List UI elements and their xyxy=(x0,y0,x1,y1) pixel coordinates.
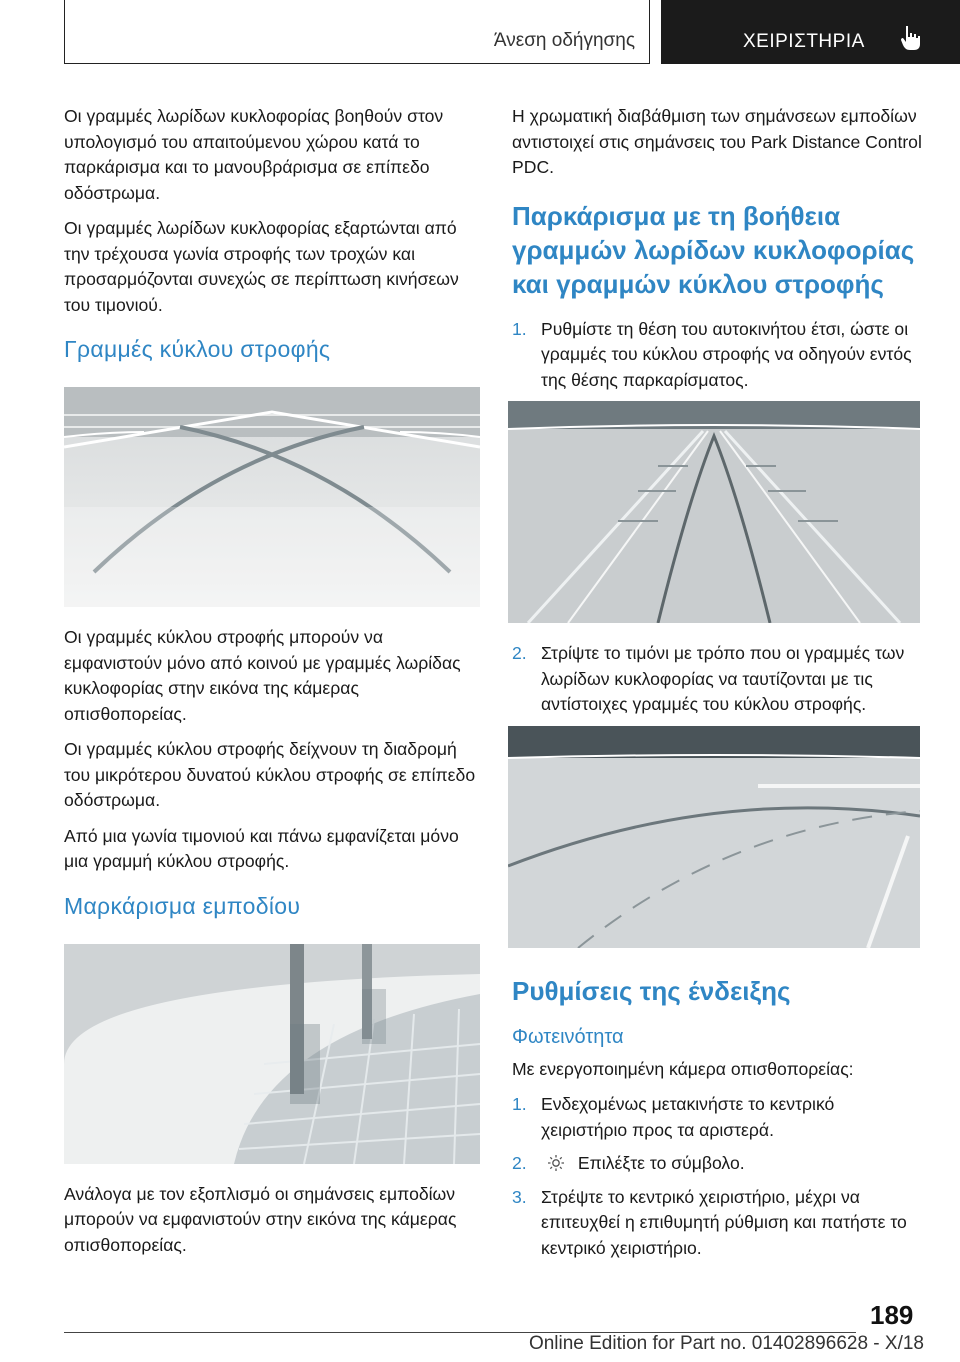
right-column xyxy=(512,104,924,1269)
footer-edition: Online Edition for Part no. 01402896628 - X/18 xyxy=(528,1333,924,1354)
paragraph: Οι γραμμές κύκλου στροφής δείχνουν τη διαδρομή του μικρότερου δυνατού κύκλου στροφής σε επίπεδο οδόστρωμα. xyxy=(64,739,476,810)
header-chapter-box xyxy=(661,0,960,64)
obstacle-marking-image xyxy=(64,944,480,1164)
step-item xyxy=(512,1185,924,1262)
paragraph: Ανάλογα με τον εξοπλισμό οι σημάνσεις εμποδίων μπορούν να εμφανιστούν στην εικόνα της κάμερας οπισθοπορείας. xyxy=(64,1183,457,1255)
paragraph: Με ενεργοποιημένη κάμερα οπισθοπορείας: xyxy=(512,1058,854,1079)
step-text: Επιλέξτε το σύμβολο. xyxy=(577,1153,745,1173)
paragraph: Από μια γωνία τιμονιού και πάνω εμφανίζεται μόνο μια γραμμή κύκλου στροφής. xyxy=(64,825,459,871)
step-number: 3. xyxy=(512,1186,527,1207)
step-text: Στρέψτε το κεντρικό χειριστήριο, μέχρι να επιτευχθεί η επιθυμητή ρύθμιση και πατήστε το κεντρικό χειριστήριο. xyxy=(541,1186,907,1258)
header-section-box xyxy=(64,0,650,64)
hand-pointer-icon xyxy=(899,24,925,52)
aligned-lines-image xyxy=(508,726,920,948)
paragraph: Οι γραμμές κύκλου στροφής μπορούν να εμφανιστούν μόνο από κοινού με γραμμές λωρίδας κυκλοφορίας στην εικόνα της κάμερας οπισθοπορείας. xyxy=(64,627,461,724)
paragraph: Οι γραμμές λωρίδων κυκλοφορίας εξαρτώνται από την τρέχουσα γωνία στροφής των τροχών και προσαρμόζονται συνεχώς σε περίπτωση κινήσεων του τιμονιού. xyxy=(64,218,459,315)
step-number: 2. xyxy=(512,643,527,663)
left-column xyxy=(64,104,480,1268)
step-item xyxy=(512,641,924,718)
header-chapter-title: ΧΕΙΡΙΣΤΗΡΙΑ xyxy=(743,31,865,52)
step-item xyxy=(512,1092,924,1143)
parking-lines-image xyxy=(508,401,920,623)
step-number: 1. xyxy=(512,1094,527,1114)
paragraph: Η χρωματική διαβάθμιση των σημάνσεων εμποδίων αντιστοιχεί στις σημάνσεις του Park Distance Control PDC. xyxy=(512,106,922,177)
step-text: Ενδεχομένως μετακινήστε το κεντρικό χειριστήριο προς τα αριστερά. xyxy=(541,1094,835,1140)
heading-display-settings: Ρυθμίσεις της ένδειξης xyxy=(512,975,791,1006)
heading-obstacle-marking: Μαρκάρισμα εμποδίου xyxy=(64,892,301,919)
page-number: 189 xyxy=(870,1300,914,1330)
paragraph: Οι γραμμές λωρίδων κυκλοφορίας βοηθούν στον υπολογισμό του απαιτούμενου χώρου κατά το παρκάρισμα και το μανουβράρισμα σε επίπεδο οδόστρωμα. xyxy=(64,106,444,203)
heading-brightness: Φωτεινότητα xyxy=(512,1025,624,1048)
heading-turning-circle-lines: Γραμμές κύκλου στροφής xyxy=(64,336,331,362)
step-item xyxy=(512,317,924,394)
step-text: Ρυθμίστε τη θέση του αυτοκινήτου έτσι, ώστε οι γραμμές του κύκλου στροφής να οδηγούν εντός της θέσης παρκαρίσματος. xyxy=(541,318,912,390)
step-number: 2. xyxy=(512,1153,527,1173)
step-item xyxy=(512,1151,924,1177)
heading-parking-assist: Παρκάρισμα με τη βοήθεια γραμμών λωρίδων κυκλοφορίας και γραμμών κύκλου στροφής xyxy=(512,200,915,299)
step-text: Στρίψτε το τιμόνι με τρόπο που οι γραμμές των λωρίδων κυκλοφορίας να ταυτίζονται με τις αντίστοιχες γραμμές του κύκλου στροφής. xyxy=(541,643,905,714)
step-number: 1. xyxy=(512,318,527,339)
turning-circle-lines-image xyxy=(64,387,480,607)
brightness-sun-icon xyxy=(547,1154,565,1172)
header-section-title: Άνεση οδήγησης xyxy=(493,30,635,51)
